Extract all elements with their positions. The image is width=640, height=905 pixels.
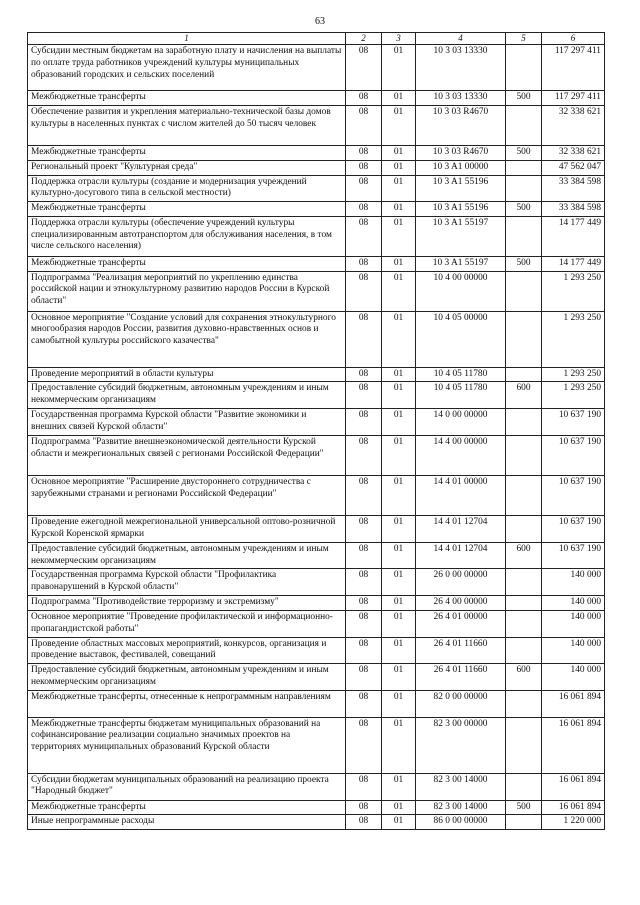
header-cell: 2 [346, 33, 382, 45]
cell-name: Межбюджетные трансферты [28, 800, 346, 815]
cell-vr [506, 216, 542, 256]
cell-csr: 10 3 A1 55196 [416, 175, 506, 202]
cell-name: Подпрограмма "Развитие внешнеэкономической деятельности Курской области и межрегиональных связей с регионами Российской Федерации" [28, 435, 346, 475]
cell-csr: 10 4 00 00000 [416, 271, 506, 311]
cell-csr: 10 4 05 11780 [416, 367, 506, 382]
cell-pr: 01 [382, 367, 416, 382]
cell-rz: 08 [346, 271, 382, 311]
table-row [28, 106, 605, 146]
cell-name: Проведение ежегодной межрегиональной универсальной оптово-розничной Курской Коренской ярмарки [28, 515, 346, 542]
cell-csr: 14 4 00 00000 [416, 435, 506, 475]
cell-vr [506, 435, 542, 475]
cell-vr [506, 367, 542, 382]
cell-pr: 01 [382, 256, 416, 271]
header-cell: 6 [542, 33, 605, 45]
cell-name: Межбюджетные трансферты [28, 256, 346, 271]
table-row [28, 690, 605, 717]
cell-csr: 14 0 00 00000 [416, 408, 506, 435]
cell-sum: 16 061 894 [542, 717, 605, 773]
cell-csr: 14 4 01 00000 [416, 475, 506, 515]
cell-sum: 10 637 190 [542, 435, 605, 475]
cell-csr: 10 3 A1 55197 [416, 256, 506, 271]
cell-sum: 10 637 190 [542, 408, 605, 435]
cell-rz: 08 [346, 569, 382, 596]
table-row [28, 146, 605, 161]
cell-csr: 14 4 01 12704 [416, 515, 506, 542]
cell-pr: 01 [382, 435, 416, 475]
cell-sum: 140 000 [542, 664, 605, 691]
cell-pr: 01 [382, 271, 416, 311]
cell-rz: 08 [346, 45, 382, 91]
cell-sum: 10 637 190 [542, 475, 605, 515]
table-row [28, 408, 605, 435]
cell-vr [506, 637, 542, 664]
cell-csr: 82 0 00 00000 [416, 690, 506, 717]
cell-sum: 140 000 [542, 569, 605, 596]
table-row [28, 216, 605, 256]
cell-vr: 500 [506, 146, 542, 161]
cell-name: Основное мероприятие "Расширение двустороннего сотрудничества с зарубежными странами и регионами Российской Федерации" [28, 475, 346, 515]
cell-csr: 10 4 05 00000 [416, 311, 506, 367]
cell-sum: 33 384 598 [542, 202, 605, 217]
cell-pr: 01 [382, 216, 416, 256]
cell-csr: 26 4 00 00000 [416, 596, 506, 611]
cell-rz: 08 [346, 690, 382, 717]
cell-vr [506, 611, 542, 638]
cell-csr: 82 3 00 14000 [416, 773, 506, 800]
cell-pr: 01 [382, 475, 416, 515]
cell-name: Обеспечение развития и укрепления материально-технической базы домов культуры в населенных пунктах с числом жителей до 50 тысяч человек [28, 106, 346, 146]
cell-rz: 08 [346, 256, 382, 271]
cell-pr: 01 [382, 717, 416, 773]
cell-vr [506, 175, 542, 202]
cell-vr [506, 717, 542, 773]
table-row [28, 367, 605, 382]
cell-rz: 08 [346, 542, 382, 569]
cell-rz: 08 [346, 664, 382, 691]
cell-name: Предоставление субсидий бюджетным, автономным учреждениям и иным некоммерческим организациям [28, 382, 346, 409]
table-row [28, 435, 605, 475]
cell-vr [506, 311, 542, 367]
cell-rz: 08 [346, 596, 382, 611]
cell-vr [506, 515, 542, 542]
cell-csr: 10 3 A1 55196 [416, 202, 506, 217]
table-row [28, 569, 605, 596]
table-row [28, 542, 605, 569]
cell-csr: 10 4 05 11780 [416, 382, 506, 409]
cell-csr: 10 3 03 R4670 [416, 106, 506, 146]
table-row [28, 475, 605, 515]
cell-rz: 08 [346, 611, 382, 638]
cell-vr [506, 690, 542, 717]
cell-pr: 01 [382, 664, 416, 691]
table-row [28, 717, 605, 773]
cell-vr [506, 408, 542, 435]
cell-rz: 08 [346, 160, 382, 175]
cell-vr: 500 [506, 202, 542, 217]
cell-pr: 01 [382, 45, 416, 91]
cell-rz: 08 [346, 408, 382, 435]
cell-pr: 01 [382, 175, 416, 202]
cell-csr: 82 3 00 00000 [416, 717, 506, 773]
cell-name: Проведение областных массовых мероприятий, конкурсов, организация и проведение выставок, фестивалей, совещаний [28, 637, 346, 664]
header-cell: 4 [416, 33, 506, 45]
cell-vr [506, 106, 542, 146]
cell-csr: 10 3 03 13330 [416, 45, 506, 91]
cell-sum: 14 177 449 [542, 256, 605, 271]
cell-sum: 16 061 894 [542, 690, 605, 717]
cell-sum: 140 000 [542, 596, 605, 611]
budget-table [27, 32, 605, 830]
cell-csr: 10 3 A1 55197 [416, 216, 506, 256]
cell-rz: 08 [346, 311, 382, 367]
cell-rz: 08 [346, 146, 382, 161]
table-row [28, 773, 605, 800]
cell-vr: 600 [506, 382, 542, 409]
cell-rz: 08 [346, 216, 382, 256]
header-cell: 1 [28, 33, 346, 45]
cell-sum: 16 061 894 [542, 800, 605, 815]
cell-vr: 500 [506, 800, 542, 815]
cell-vr [506, 773, 542, 800]
cell-pr: 01 [382, 515, 416, 542]
cell-name: Межбюджетные трансферты, отнесенные к непрограммным направлениям [28, 690, 346, 717]
cell-rz: 08 [346, 175, 382, 202]
table-row [28, 91, 605, 106]
table-row [28, 815, 605, 830]
cell-rz: 08 [346, 800, 382, 815]
cell-vr [506, 475, 542, 515]
cell-csr: 26 4 01 00000 [416, 611, 506, 638]
cell-pr: 01 [382, 800, 416, 815]
cell-sum: 1 293 250 [542, 382, 605, 409]
header-cell: 3 [382, 33, 416, 45]
cell-vr [506, 271, 542, 311]
cell-pr: 01 [382, 408, 416, 435]
cell-sum: 10 637 190 [542, 542, 605, 569]
cell-pr: 01 [382, 690, 416, 717]
cell-sum: 14 177 449 [542, 216, 605, 256]
cell-name: Подпрограмма "Реализация мероприятий по укреплению единства российской нации и этнокультурному развитию народов России в Курской области" [28, 271, 346, 311]
cell-csr: 86 0 00 00000 [416, 815, 506, 830]
cell-rz: 08 [346, 382, 382, 409]
table-row [28, 611, 605, 638]
cell-rz: 08 [346, 435, 382, 475]
cell-name: Поддержка отрасли культуры (создание и модернизация учреждений культурно-досугового типа в сельской местности) [28, 175, 346, 202]
cell-pr: 01 [382, 611, 416, 638]
cell-sum: 1 293 250 [542, 367, 605, 382]
table-row [28, 637, 605, 664]
cell-name: Предоставление субсидий бюджетным, автономным учреждениям и иным некоммерческим организациям [28, 542, 346, 569]
cell-sum: 16 061 894 [542, 773, 605, 800]
cell-pr: 01 [382, 311, 416, 367]
cell-csr: 82 3 00 14000 [416, 800, 506, 815]
cell-pr: 01 [382, 91, 416, 106]
cell-sum: 1 293 250 [542, 271, 605, 311]
cell-name: Подпрограмма "Противодействие терроризму и экстремизму" [28, 596, 346, 611]
cell-pr: 01 [382, 382, 416, 409]
cell-name: Государственная программа Курской области "Профилактика правонарушений в Курской области" [28, 569, 346, 596]
cell-rz: 08 [346, 202, 382, 217]
cell-rz: 08 [346, 106, 382, 146]
cell-sum: 32 338 621 [542, 146, 605, 161]
cell-name: Субсидии местным бюджетам на заработную плату и начисления на выплаты по оплате труда работников учреждений культуры муниципальных образований городских и сельских поселений [28, 45, 346, 91]
table-row [28, 160, 605, 175]
cell-name: Основное мероприятие "Создание условий для сохранения этнокультурного многообразия народов России, развития духовно-нравственных основ и самобытной культуры российского казачества" [28, 311, 346, 367]
table-row [28, 271, 605, 311]
cell-name: Межбюджетные трансферты бюджетам муниципальных образований на софинансирование реализации социально значимых проектов на территориях муниципальных образований Курской области [28, 717, 346, 773]
cell-rz: 08 [346, 367, 382, 382]
cell-sum: 10 637 190 [542, 515, 605, 542]
cell-vr: 600 [506, 542, 542, 569]
cell-vr: 600 [506, 664, 542, 691]
header-cell: 5 [506, 33, 542, 45]
cell-sum: 117 297 411 [542, 91, 605, 106]
cell-name: Государственная программа Курской области "Развитие экономики и внешних связей Курской области" [28, 408, 346, 435]
cell-sum: 117 297 411 [542, 45, 605, 91]
cell-name: Межбюджетные трансферты [28, 202, 346, 217]
cell-csr: 26 4 01 11660 [416, 637, 506, 664]
cell-pr: 01 [382, 106, 416, 146]
cell-rz: 08 [346, 773, 382, 800]
table-row [28, 596, 605, 611]
cell-name: Региональный проект "Культурная среда" [28, 160, 346, 175]
cell-vr [506, 596, 542, 611]
cell-csr: 14 4 01 12704 [416, 542, 506, 569]
cell-vr: 500 [506, 256, 542, 271]
cell-pr: 01 [382, 569, 416, 596]
cell-pr: 01 [382, 542, 416, 569]
cell-name: Межбюджетные трансферты [28, 146, 346, 161]
cell-rz: 08 [346, 91, 382, 106]
cell-sum: 140 000 [542, 611, 605, 638]
cell-csr: 10 3 03 R4670 [416, 146, 506, 161]
table-row [28, 800, 605, 815]
cell-pr: 01 [382, 146, 416, 161]
cell-vr [506, 45, 542, 91]
cell-name: Иные непрограммные расходы [28, 815, 346, 830]
cell-name: Поддержка отрасли культуры (обеспечение учреждений культуры специализированным автотранспортом для обслуживания населения, в том числе сельского населения) [28, 216, 346, 256]
table-row [28, 664, 605, 691]
cell-sum: 47 562 047 [542, 160, 605, 175]
table-row [28, 175, 605, 202]
cell-name: Межбюджетные трансферты [28, 91, 346, 106]
cell-csr: 10 3 A1 00000 [416, 160, 506, 175]
table-row [28, 311, 605, 367]
cell-rz: 08 [346, 515, 382, 542]
cell-name: Проведение мероприятий в области культуры [28, 367, 346, 382]
table-row [28, 382, 605, 409]
cell-pr: 01 [382, 815, 416, 830]
cell-vr: 500 [506, 91, 542, 106]
table-row [28, 45, 605, 91]
cell-csr: 26 0 00 00000 [416, 569, 506, 596]
cell-rz: 08 [346, 475, 382, 515]
cell-sum: 32 338 621 [542, 106, 605, 146]
cell-sum: 1 293 250 [542, 311, 605, 367]
cell-vr [506, 160, 542, 175]
table-row [28, 256, 605, 271]
cell-pr: 01 [382, 773, 416, 800]
cell-pr: 01 [382, 202, 416, 217]
cell-rz: 08 [346, 637, 382, 664]
cell-csr: 10 3 03 13330 [416, 91, 506, 106]
cell-name: Основное мероприятие "Проведение профилактической и информационно-пропагандистской работы" [28, 611, 346, 638]
cell-rz: 08 [346, 815, 382, 830]
cell-vr [506, 815, 542, 830]
cell-pr: 01 [382, 596, 416, 611]
cell-sum: 33 384 598 [542, 175, 605, 202]
table-row [28, 202, 605, 217]
page-number: 63 [315, 16, 325, 27]
cell-sum: 1 220 000 [542, 815, 605, 830]
cell-rz: 08 [346, 717, 382, 773]
cell-pr: 01 [382, 160, 416, 175]
cell-name: Субсидии бюджетам муниципальных образований на реализацию проекта "Народный бюджет" [28, 773, 346, 800]
cell-name: Предоставление субсидий бюджетным, автономным учреждениям и иным некоммерческим организациям [28, 664, 346, 691]
cell-vr [506, 569, 542, 596]
cell-pr: 01 [382, 637, 416, 664]
header-row [28, 33, 605, 45]
cell-sum: 140 000 [542, 637, 605, 664]
cell-csr: 26 4 01 11660 [416, 664, 506, 691]
table-row [28, 515, 605, 542]
